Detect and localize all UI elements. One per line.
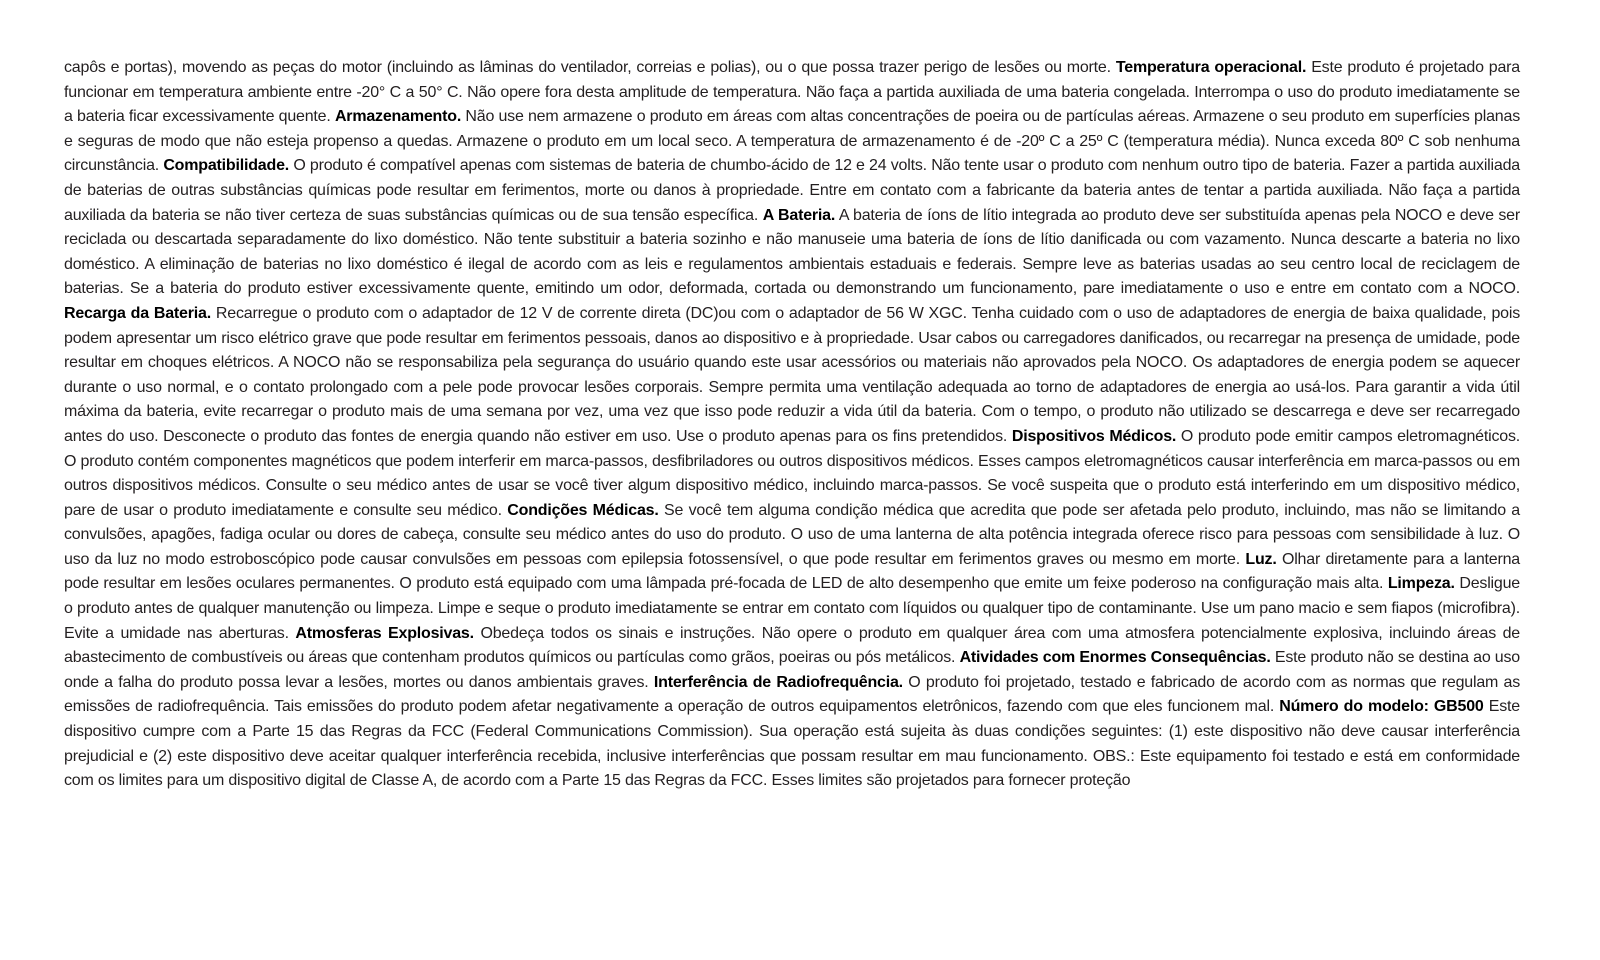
section-heading: Recarga da Bateria. xyxy=(64,304,211,322)
body-text: capôs e portas), movendo as peças do motor (incluindo as lâminas do ventilador, correias e polias), ou o que possa trazer perigo de lesões ou morte. xyxy=(64,59,1116,76)
body-text: O produto foi projetado, testado e fabricado de acordo com as normas que regulam as emissões de radiofrequência. Tais emissões do produto podem afetar negativamente a operação de outros equipamentos eletrônicos, fazendo com que eles funcionem mal. xyxy=(64,673,1521,716)
body-text: Este produto não se destina ao uso onde a falha do produto possa levar a lesões, mortes ou danos ambientais graves. xyxy=(64,649,1520,691)
section-heading: A Bateria. xyxy=(762,206,836,224)
section-heading: Luz. xyxy=(1245,550,1277,568)
section-heading: Número do modelo: GB500 xyxy=(1279,698,1484,716)
section-heading: Interferência de Radiofrequência. xyxy=(653,673,903,691)
body-text: Este produto é projetado para funcionar em temperatura ambiente entre -20° C a 50° C. Não opere fora desta amplitude de temperatura. Não faça a partida auxiliada de uma bateria congelada. Interrompa o uso do produto imediatamente se a bateria ficar excessivamente quente. xyxy=(64,59,1520,126)
body-text: Recarregue o produto com o adaptador de 12 V de corrente direta (DC)ou com o adaptador de 56 W XGC. Tenha cuidado com o uso de adaptadores de energia de baixa qualidade, pois podem apresentar um risco elétrico grave que pode resultar em ferimentos pessoais, danos ao dispositivo e à propriedade. Usar cabos ou carregadores danificados, ou recarregar na presença de umidade, pode resultar em choques elétricos. A NOCO não se responsabiliza pela segurança do usuário quando este usar acessórios ou materiais não aprovados pela NOCO. Os adaptadores de energia podem se aquecer durante o uso normal, e o contato prolongado com a pele pode provocar lesões corporais. Sempre permita uma ventilação adequada ao torno de adaptadores de energia ao usá-los. Para garantir a vida útil máxima da bateria, evite recarregar o produto mais de uma semana por vez, uma vez que isso pode reduzir a vida útil da bateria. Com o tempo, o produto não utilizado se descarrega e deve ser recarregado antes do uso. Desconecte o produto das fontes de energia quando não estiver em uso. Use o produto apenas para os fins pretendidos. xyxy=(64,304,1520,445)
body-text: Desligue o produto antes de qualquer manutenção ou limpeza. Limpe e seque o produto imediatamente se entrar em contato com líquidos ou qualquer tipo de contaminante. Use um pano macio e sem fiapos (microfibra). Evite a umidade nas aberturas. xyxy=(64,575,1521,642)
body-text: Este dispositivo cumpre com a Parte 15 das Regras da FCC (Federal Communications Commission). Sua operação está sujeita às duas condições seguintes: (1) este dispositivo não deve causar interferência prejudicial e (2) este dispositivo deve aceitar qualquer interferência recebida, inclusive interferências que possam resultar em mau funcionamento. OBS.: Este equipamento foi testado e está em conformidade com os limites para um dispositivo digital de Classe A, de acordo com a Parte 15 das Regras da FCC. Esses limites são projetados para fornecer proteção xyxy=(64,698,1520,790)
body-text: Não use nem armazene o produto em áreas com altas concentrações de poeira ou de partículas aéreas. Armazene o seu produto em superfícies planas e seguras de modo que não esteja propenso a quedas. Armazene o produto em um local seco. A temperatura de armazenamento é de -20º C a 25º C (temperatura média). Nunca exceda 80º C sob nenhuma circunstância. xyxy=(64,108,1521,175)
body-text: Obedeça todos os sinais e instruções. Não opere o produto em qualquer área com uma atmosfera potencialmente explosiva, incluindo áreas de abastecimento de combustíveis ou áreas que contenham produtos químicos ou partículas como grãos, poeiras ou pós metálicos. xyxy=(64,624,1520,667)
body-text: Se você tem alguma condição médica que acredita que pode ser afetada pelo produto, incluindo, mas não se limitando a convulsões, apagões, fadiga ocular ou dores de cabeça, consulte seu médico antes do uso do produto. O uso de uma lanterna de alta potência integrada oferece risco para pessoas com sensibilidade à luz. O uso da luz no modo estroboscópico pode causar convulsões em pessoas com epilepsia fotossensível, o que pode resultar em ferimentos graves ou mesmo em morte. xyxy=(64,501,1520,568)
section-heading: Temperatura operacional. xyxy=(1115,59,1307,76)
section-heading: Condições Médicas. xyxy=(507,501,659,519)
body-text: O produto é compatível apenas com sistemas de bateria de chumbo-ácido de 12 e 24 volts. Não tente usar o produto com nenhum outro tipo de bateria. Fazer a partida auxiliada de baterias de outras substâncias químicas pode resultar em ferimentos, morte ou danos à propriedade. Entre em contato com a fabricante da bateria antes de tentar a partida auxiliada. Não faça a partida auxiliada da bateria se não tiver certeza de suas substâncias químicas ou de sua tensão específica. xyxy=(64,157,1520,224)
section-heading: Atividades com Enormes Consequências. xyxy=(959,649,1271,667)
section-heading: Compatibilidade. xyxy=(163,157,290,175)
section-heading: Atmosferas Explosivas. xyxy=(295,624,474,642)
section-heading: Limpeza. xyxy=(1387,575,1455,593)
section-heading: Dispositivos Médicos. xyxy=(1011,427,1177,445)
section-heading: Armazenamento. xyxy=(334,108,462,126)
body-text: Olhar diretamente para a lanterna pode resultar em lesões oculares permanentes. O produto está equipado com uma lâmpada pré-focada de LED de alto desempenho que emite um feixe poderoso na configuração mais alta. xyxy=(64,550,1520,593)
document-page xyxy=(64,56,1520,794)
body-paragraph xyxy=(64,56,1520,794)
body-text: A bateria de íons de lítio integrada ao produto deve ser substituída apenas pela NOCO e deve ser reciclada ou descartada separadamente do lixo doméstico. Não tente substituir a bateria sozinho e não manuseie uma bateria de íons de lítio danificada ou com vazamento. Nunca descarte a bateria no lixo doméstico. A eliminação de baterias no lixo doméstico é ilegal de acordo com as leis e regulamentos ambientais estaduais e federais. Sempre leve as baterias usadas ao seu centro local de reciclagem de baterias. Se a bateria do produto estiver excessivamente quente, emitindo um odor, deformada, cortada ou demonstrando um funcionamento, pare imediatamente o uso e entre em contato com a NOCO. xyxy=(64,206,1520,298)
body-text: O produto pode emitir campos eletromagnéticos. O produto contém componentes magnéticos que podem interferir em marca-passos, desfibriladores ou outros dispositivos médicos. Esses campos eletromagnéticos causar interferência em marca-passos ou em outros dispositivos médicos. Consulte o seu médico antes de usar se você tiver algum dispositivo médico, incluindo marca-passos. Se você suspeita que o produto está interferindo em um dispositivo médico, pare de usar o produto imediatamente e consulte seu médico. xyxy=(64,427,1520,519)
